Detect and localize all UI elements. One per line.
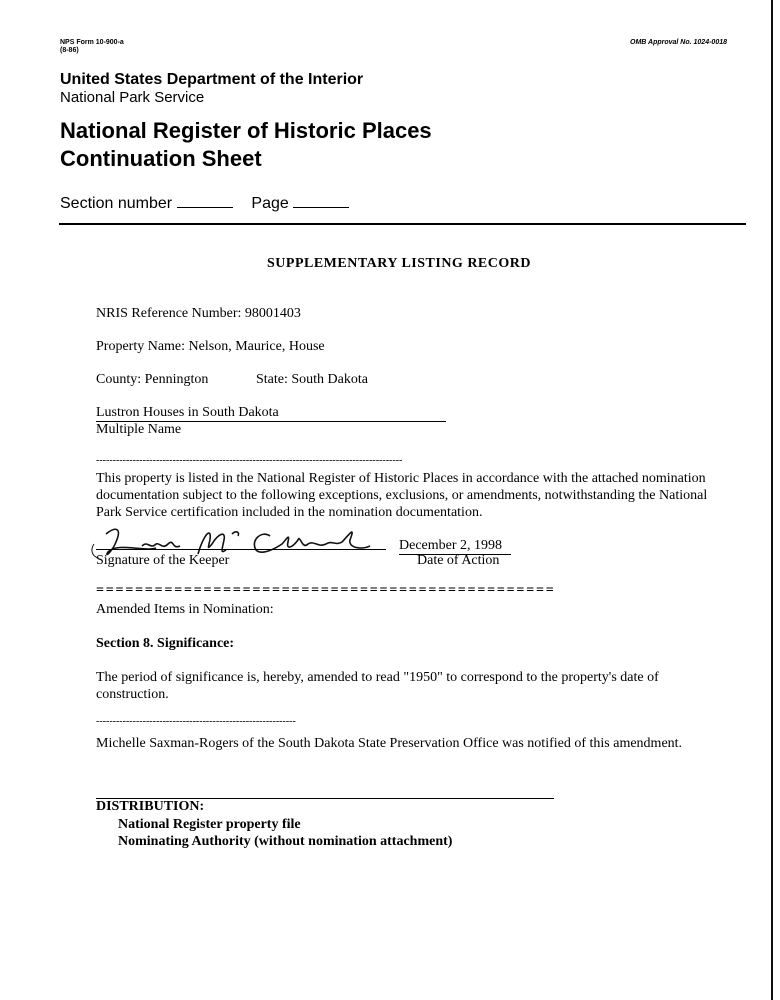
amended-items-heading: Amended Items in Nomination:	[96, 602, 274, 617]
multiple-name-field	[96, 405, 446, 422]
form-title-line1: National Register of Historic Places	[60, 118, 432, 143]
section-8-heading: Section 8. Significance:	[96, 636, 235, 651]
form-title-line2: Continuation Sheet	[60, 146, 262, 171]
form-number-line1: NPS Form 10-900-a	[60, 39, 124, 46]
page-label: Page	[251, 195, 289, 212]
signature-line	[96, 549, 386, 550]
page-right-border	[771, 0, 773, 1000]
state: State: South Dakota	[256, 372, 368, 387]
distribution-item: Nominating Authority (without nomination attachment)	[118, 834, 453, 849]
multiple-name-label: Multiple Name	[96, 422, 182, 437]
date-label: Date of Action	[417, 553, 500, 568]
date-value: December 2, 1998	[399, 538, 511, 555]
property-name: Property Name: Nelson, Maurice, House	[96, 339, 325, 354]
omb-approval: OMB Approval No. 1024-0018	[630, 39, 727, 46]
page-field	[293, 207, 349, 208]
equals-separator: ===============================================	[96, 583, 556, 598]
form-title	[60, 117, 432, 173]
form-number-line2: (8-86)	[60, 47, 79, 54]
multiple-name-value: Lustron Houses in South Dakota	[96, 405, 446, 422]
nris-reference: NRIS Reference Number: 98001403	[96, 306, 301, 321]
dash-separator: --------------------------------------------------------------------------------------------	[96, 455, 403, 466]
distribution-heading: DISTRIBUTION:	[96, 799, 205, 814]
form-number	[60, 39, 124, 55]
distribution-item: National Register property file	[118, 817, 301, 832]
record-title: SUPPLEMENTARY LISTING RECORD	[267, 256, 531, 271]
notification-text: Michelle Saxman-Rogers of the South Dakota State Preservation Office was notified of this amendment.	[96, 736, 683, 751]
county: County: Pennington	[96, 372, 209, 387]
significance-text: The period of significance is, hereby, amended to read "1950" to correspond to the property's date of construction.	[96, 670, 659, 702]
signature-label: Signature of the Keeper	[96, 553, 230, 568]
header-rule	[59, 223, 746, 225]
section-number-field	[177, 207, 233, 208]
short-dash-separator: ------------------------------------------------------------	[96, 716, 296, 727]
agency-name: National Park Service	[60, 89, 205, 106]
section-page-row	[60, 195, 349, 213]
section-number-label: Section number	[60, 195, 173, 212]
certification-text: This property is listed in the National Register of Historic Places in accordance with the attached nomination documentation subject to the following exceptions, exclusions, or amendments, notwithstanding the National Park Service certification included in the nomination documentation.	[96, 471, 708, 520]
department-name: United States Department of the Interior	[60, 71, 364, 88]
